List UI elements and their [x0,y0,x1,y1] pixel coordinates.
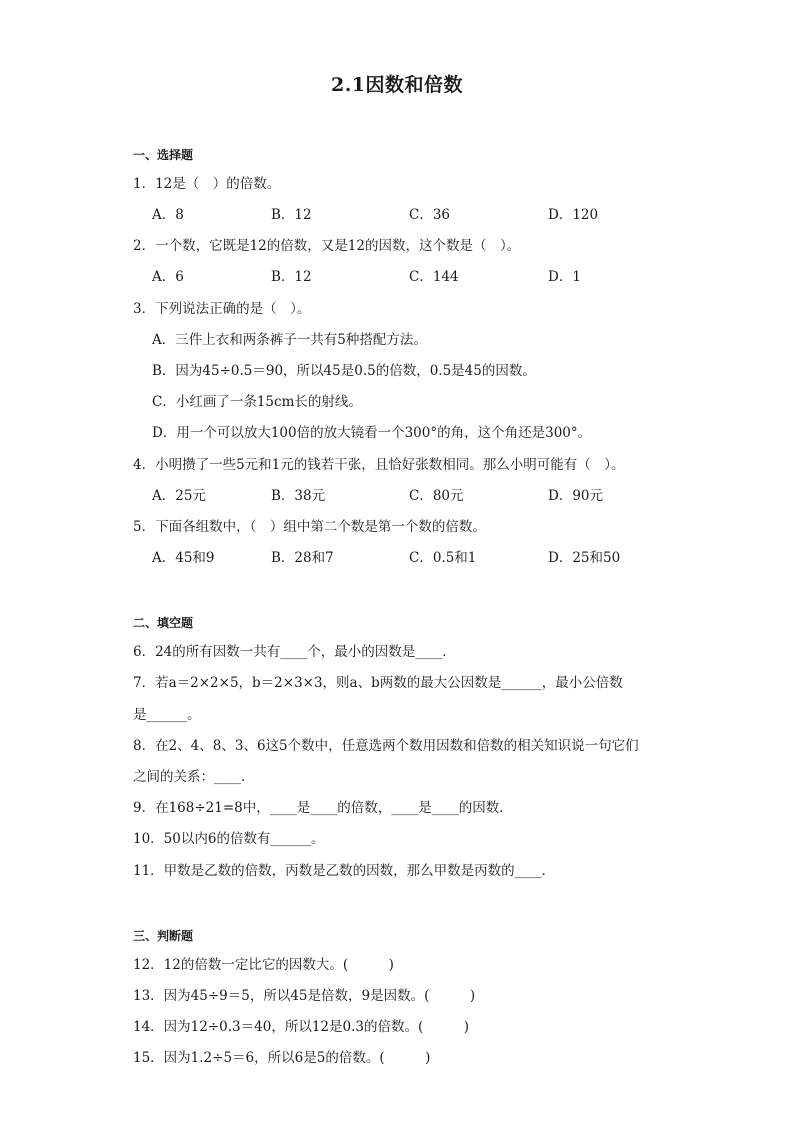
question-1-option-a[interactable]: A．8 [152,207,184,223]
section-heading-choice: 一、选择题 [133,148,194,162]
question-5-option-d[interactable]: D．25和50 [548,550,621,566]
question-14: 14．因为12÷0.3＝40，所以12是0.3的倍数。( ) [133,1019,469,1035]
question-1-option-d[interactable]: D．120 [548,207,599,223]
question-5-option-b[interactable]: B．28和7 [271,550,334,566]
question-7-line-2: 是______。 [133,707,201,723]
question-10: 10．50以内6的倍数有______。 [133,831,325,847]
question-4-stem: 4．小明攒了一些5元和1元的钱若干张，且恰好张数相同。那么小明可能有（ ）。 [133,457,625,473]
question-4-option-d[interactable]: D．90元 [548,488,604,504]
question-3-option-d[interactable]: D．用一个可以放大100倍的放大镜看一个300°的角，这个角还是300°。 [152,425,592,441]
section-heading-judge: 三、判断题 [133,929,194,943]
question-3-option-c[interactable]: C．小红画了一条15cm长的射线。 [152,394,362,410]
question-13: 13．因为45÷9＝5，所以45是倍数，9是因数。( ) [133,988,476,1004]
question-2-option-c[interactable]: C．144 [409,269,459,285]
question-2-option-b[interactable]: B．12 [271,269,312,285]
question-8-line-1: 8．在2、4、8、3、6这5个数中，任意选两个数用因数和倍数的相关知识说一句它们 [133,738,639,754]
question-4-option-b[interactable]: B．38元 [271,488,326,504]
question-8-line-2: 之间的关系：____． [133,769,255,785]
question-3-option-a[interactable]: A．三件上衣和两条裤子一共有5种搭配方法。 [152,332,427,348]
page-title: 2.1因数和倍数 [330,74,464,96]
question-3-stem: 3．下列说法正确的是（ ）。 [133,301,311,317]
question-1-stem: 1．12是（ ）的倍数。 [133,176,281,192]
question-2-option-d[interactable]: D．1 [548,269,581,285]
section-heading-fill: 二、填空题 [133,616,194,630]
question-5-stem: 5．下面各组数中，（ ）组中第二个数是第一个数的倍数。 [133,519,486,535]
question-1-option-c[interactable]: C．36 [409,207,451,223]
question-5-option-c[interactable]: C．0.5和1 [409,550,477,566]
question-4-option-c[interactable]: C．80元 [409,488,464,504]
question-11: 11．甲数是乙数的倍数，丙数是乙数的因数，那么甲数是丙数的____． [133,863,556,879]
question-2-stem: 2．一个数，它既是12的倍数，又是12的因数，这个数是（ ）。 [133,238,521,254]
question-2-option-a[interactable]: A．6 [152,269,184,285]
question-7-line-1: 7．若a＝2×2×5，b＝2×3×3，则a、b两数的最大公因数是______，最小公倍数 [133,675,623,691]
question-1-option-b[interactable]: B．12 [271,207,312,223]
question-5-option-a[interactable]: A．45和9 [152,550,215,566]
question-3-option-b[interactable]: B．因为45÷0.5＝90，所以45是0.5的倍数，0.5是45的因数。 [152,363,536,379]
question-9: 9．在168÷21=8中，____是____的倍数，____是____的因数． [133,800,513,816]
question-4-option-a[interactable]: A．25元 [152,488,206,504]
question-12: 12．12的倍数一定比它的因数大。( ) [133,957,394,973]
question-6: 6．24的所有因数一共有____个，最小的因数是____． [133,644,456,660]
question-15: 15．因为1.2÷5＝6，所以6是5的倍数。( ) [133,1050,431,1066]
